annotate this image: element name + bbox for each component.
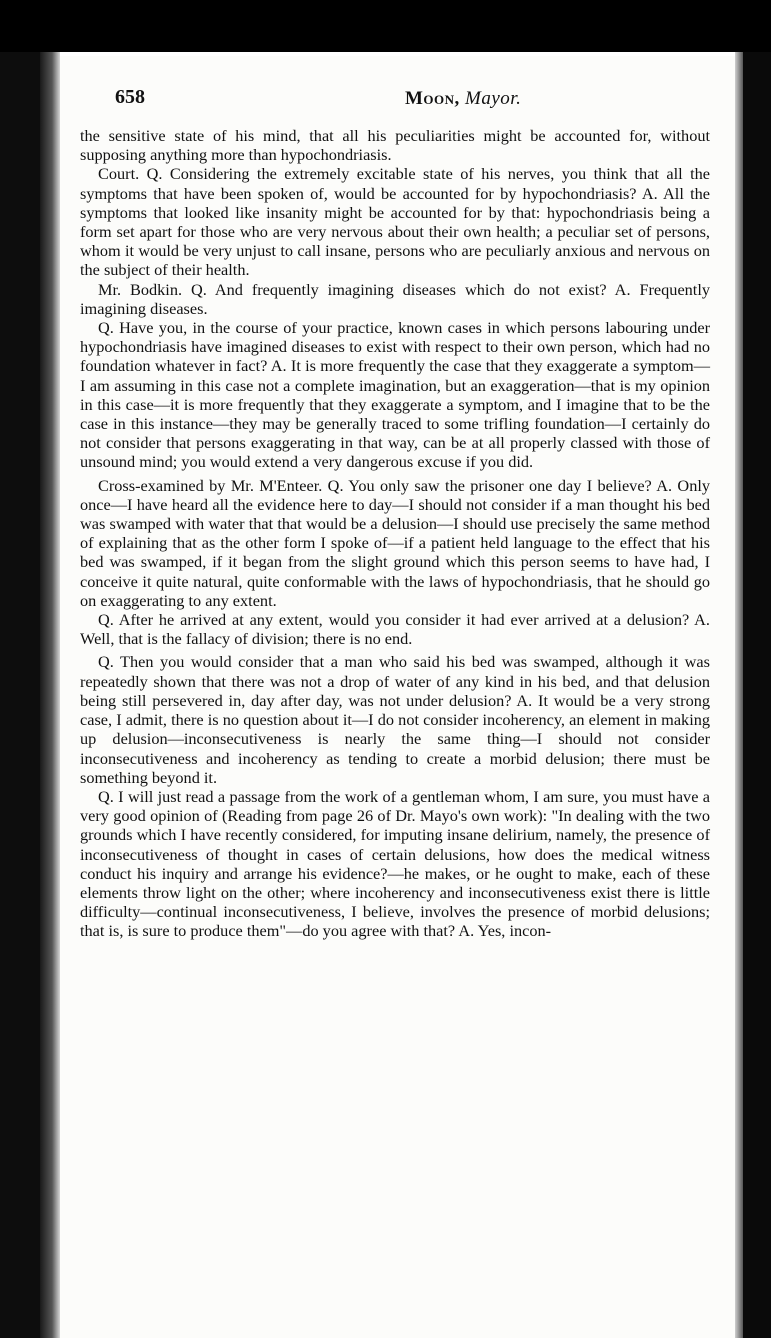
paragraph: Q. Have you, in the course of your practice, known cases in which persons labouring under hypochondriasis have imagined diseases to exist with respect to their own person, which had no foundation whatever in fact? A. It is more frequently the case that they exaggerate a symptom—I am assuming in this case not a complete imagination, but an exaggeration—that is my opinion in this case—it is more frequently that they exaggerate a symptom, and I imagine that to be the case in this instance—they may be generally traced to some trifling foundation—I certainly do not consider that persons exaggerating in that way, can be at all properly classed with those of unsound mind; you would extend a very dangerous excuse if you did. <box>80 318 710 472</box>
scan-right-border <box>735 52 771 1338</box>
body-text <box>80 126 710 941</box>
running-head-name: Moon, <box>405 88 460 109</box>
paragraph: Q. After he arrived at any extent, would you consider it had ever arrived at a delusion? A. Well, that is the fallacy of division; there is no end. <box>80 610 710 649</box>
paragraph: Court. Q. Considering the extremely excitable state of his nerves, you think that all the symptoms that have been spoken of, would be accounted for by hypochondriasis? A. All the symptoms that looked like insanity might be accounted for by that: hypochondriasis being a form set apart for those who are very nervous about their own health; a peculiar set of persons, whom it would be very unjust to call insane, persons who are peculiarly anxious and nervous on the subject of their health. <box>80 164 710 280</box>
running-head <box>405 88 521 110</box>
paragraph: the sensitive state of his mind, that all his peculiarities might be accounted for, without supposing anything more than hypochondriasis. <box>80 126 710 165</box>
paragraph: Q. I will just read a passage from the work of a gentleman whom, I am sure, you must have a very good opinion of (Reading from page 26 of Dr. Mayo's own work): "In dealing with the two grounds which I have recently considered, for imputing insane delirium, namely, the presence of inconsecutiveness of thought in cases of certain delusions, how does the medical witness conduct his inquiry and arrange his evidence?—he makes, or he ought to make, each of these elements throw light on the other; where incoherency and inconsecutiveness exist there is little difficulty—continual inconsecutiveness, I believe, involves the presence of morbid delusions; that is, is sure to produce them"—do you agree with that? A. Yes, incon- <box>80 786 710 941</box>
page-number: 658 <box>115 86 145 108</box>
paragraph: Mr. Bodkin. Q. And frequently imagining diseases which do not exist? A. Frequently imagining diseases. <box>80 279 710 318</box>
paragraph: Cross-examined by Mr. M'Enteer. Q. You only saw the prisoner one day I believe? A. Only once—I have heard all the evidence here to day—I should not consider if a man thought his bed was swamped with water that that would be a delusion—I should use precisely the same method of explaining that as the other form I spoke of—if a patient held language to the effect that his bed was swamped, if it began from the slight ground which this person seems to have had, I conceive it quite natural, quite conformable with the laws of hypochondriasis, that he should go on exaggerating to any extent. <box>80 475 710 610</box>
scan-top-border <box>0 0 771 52</box>
paragraph: Q. Then you would consider that a man who said his bed was swamped, although it was repeatedly shown that there was not a drop of water of any kind in his bed, and that delusion being still persevered in, day after day, was not under delusion? A. It would be a very strong case, I admit, there is no question about it—I do not consider incoherency, an element in making up delusion—inconsecutiveness is nearly the same thing—I should not consider inconsecutiveness and incoherency as tending to create a morbid delusion; there must be something beyond it. <box>80 652 710 787</box>
book-page <box>60 56 735 1338</box>
running-head-title: Mayor. <box>465 88 522 109</box>
page-header <box>115 86 695 114</box>
book-spine-shadow <box>0 52 60 1338</box>
